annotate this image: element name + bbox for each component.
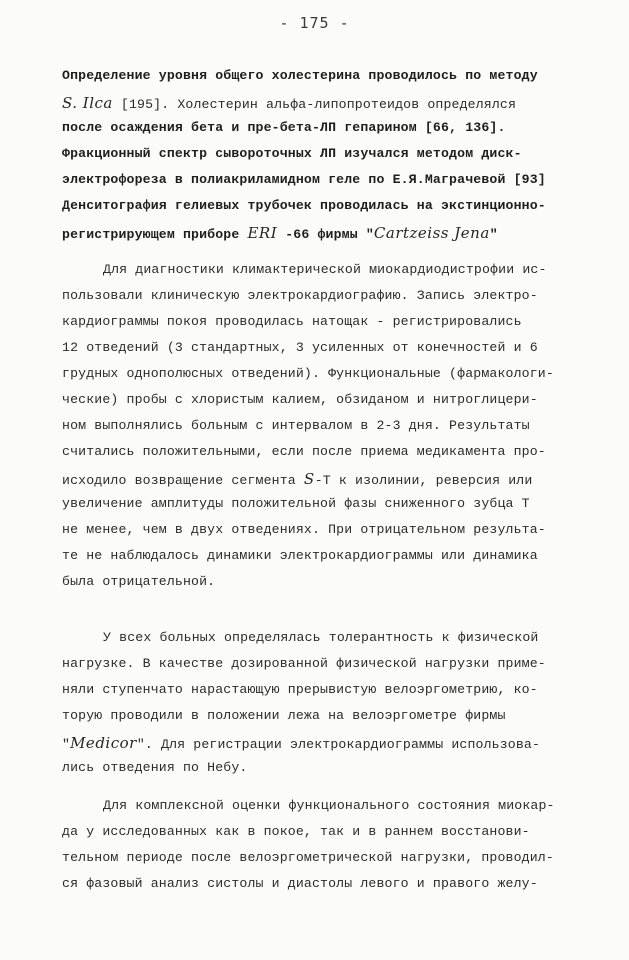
- text-line: [62, 548, 538, 563]
- typed-text: те не наблюдалось динамики электрокардиограммы или динамика: [62, 548, 538, 563]
- typed-text: нагрузке. В качестве дозированной физической нагрузки приме-: [62, 656, 546, 671]
- typed-text: У всех больных определялась толерантность к физической: [103, 630, 539, 645]
- typed-text: электрофореза в полиакриламидном геле по Е.Я.Магрaчевой [93]: [62, 172, 546, 187]
- text-line: [62, 418, 530, 433]
- text-line: [62, 120, 506, 135]
- typed-text: кардиограммы покоя проводилась натощак - регистрировались: [62, 314, 522, 329]
- handwritten-insert: Cartzeiss Jena: [373, 224, 490, 242]
- typed-text: ". Для регистрации электрокардиограммы использова-: [136, 737, 541, 752]
- text-line: [103, 630, 538, 645]
- text-line: [62, 288, 538, 303]
- typed-text: -T к изолинии, реверсия или: [314, 473, 533, 488]
- text-line: [62, 850, 554, 865]
- typed-text: считались положительными, если после приема медикамента про-: [62, 444, 546, 459]
- typed-text: ном выполнялись больным с интервалом в 2-3 дня. Результаты: [62, 418, 530, 433]
- typed-text: Для диагностики климактерической миокардиодистрофии ис-: [103, 262, 547, 277]
- text-line: [62, 146, 522, 161]
- handwritten-insert: ERI: [247, 224, 278, 242]
- text-line: [62, 470, 532, 488]
- typed-text: ": [62, 737, 71, 752]
- typed-text: лись отведения по Небу.: [62, 760, 248, 775]
- typed-text: исходило возвращение сегмента: [62, 473, 304, 488]
- text-line: [62, 224, 498, 242]
- typed-text: регистрирующем приборе: [62, 227, 248, 242]
- text-line: [62, 444, 546, 459]
- text-line: [62, 340, 538, 355]
- text-line: [62, 172, 546, 187]
- page-number: - 175 -: [279, 14, 350, 32]
- text-line: [62, 198, 546, 213]
- text-line: [62, 314, 522, 329]
- typed-text: после осаждения бета и пре-бета-ЛП гепарином [66, 136].: [62, 120, 506, 135]
- typed-text: торую проводили в положении лежа на велоэргометре фирмы: [62, 708, 506, 723]
- typed-text: [195]. Холестерин альфа-липопротеидов определялся: [112, 97, 517, 112]
- typed-text: -66 фирмы ": [277, 227, 374, 242]
- typed-text: увеличение амплитуды положительной фазы сниженного зубца Т: [62, 496, 530, 511]
- typed-text: Денситография гелиевых трубочек проводилась на экстинционно-: [62, 198, 546, 213]
- text-line: [62, 682, 538, 697]
- typed-text: Фракционный спектр сывороточных ЛП изучался методом диск-: [62, 146, 522, 161]
- typed-text: Для комплексной оценки функционального состояния миокар-: [103, 798, 555, 813]
- text-line: [62, 876, 538, 891]
- typed-text: Определение уровня общего холестерина проводилось по методу: [62, 68, 538, 83]
- text-line: [62, 708, 506, 723]
- typed-text: ся фазовый анализ систолы и диастолы левого и правого желу-: [62, 876, 538, 891]
- text-line: [103, 262, 547, 277]
- text-line: [62, 734, 540, 752]
- typed-text: грудных однополюсных отведений). Функциональные (фармакологи-: [62, 366, 554, 381]
- text-line: [62, 68, 538, 83]
- handwritten-insert: S: [303, 470, 315, 488]
- handwritten-insert: S. Ilca: [62, 94, 113, 112]
- text-line: [62, 496, 530, 511]
- text-line: [62, 522, 546, 537]
- typed-text: да у исследованных как в покое, так и в раннем восстанови-: [62, 824, 530, 839]
- text-line: [103, 798, 555, 813]
- typed-text: няли ступенчато нарастающую прерывистую велоэргометрию, ко-: [62, 682, 538, 697]
- typed-text: пользовали клиническую электрокардиографию. Запись электро-: [62, 288, 538, 303]
- typed-text: не менее, чем в двух отведениях. При отрицательном результа-: [62, 522, 546, 537]
- text-line: [62, 574, 215, 589]
- text-line: [62, 824, 530, 839]
- text-line: [62, 392, 538, 407]
- text-line: [62, 760, 247, 775]
- typed-text: тельном периоде после велоэргометрической нагрузки, проводил-: [62, 850, 554, 865]
- typed-text: была отрицательной.: [62, 574, 216, 589]
- handwritten-insert: Medicor: [70, 734, 137, 752]
- typed-text: ": [489, 227, 498, 242]
- typed-text: ческие) пробы с хлористым калием, обзиданом и нитроглицери-: [62, 392, 538, 407]
- text-line: [62, 94, 516, 112]
- text-line: [62, 656, 546, 671]
- text-line: [62, 366, 554, 381]
- typed-text: 12 отведений (3 стандартных, 3 усиленных от конечностей и 6: [62, 340, 538, 355]
